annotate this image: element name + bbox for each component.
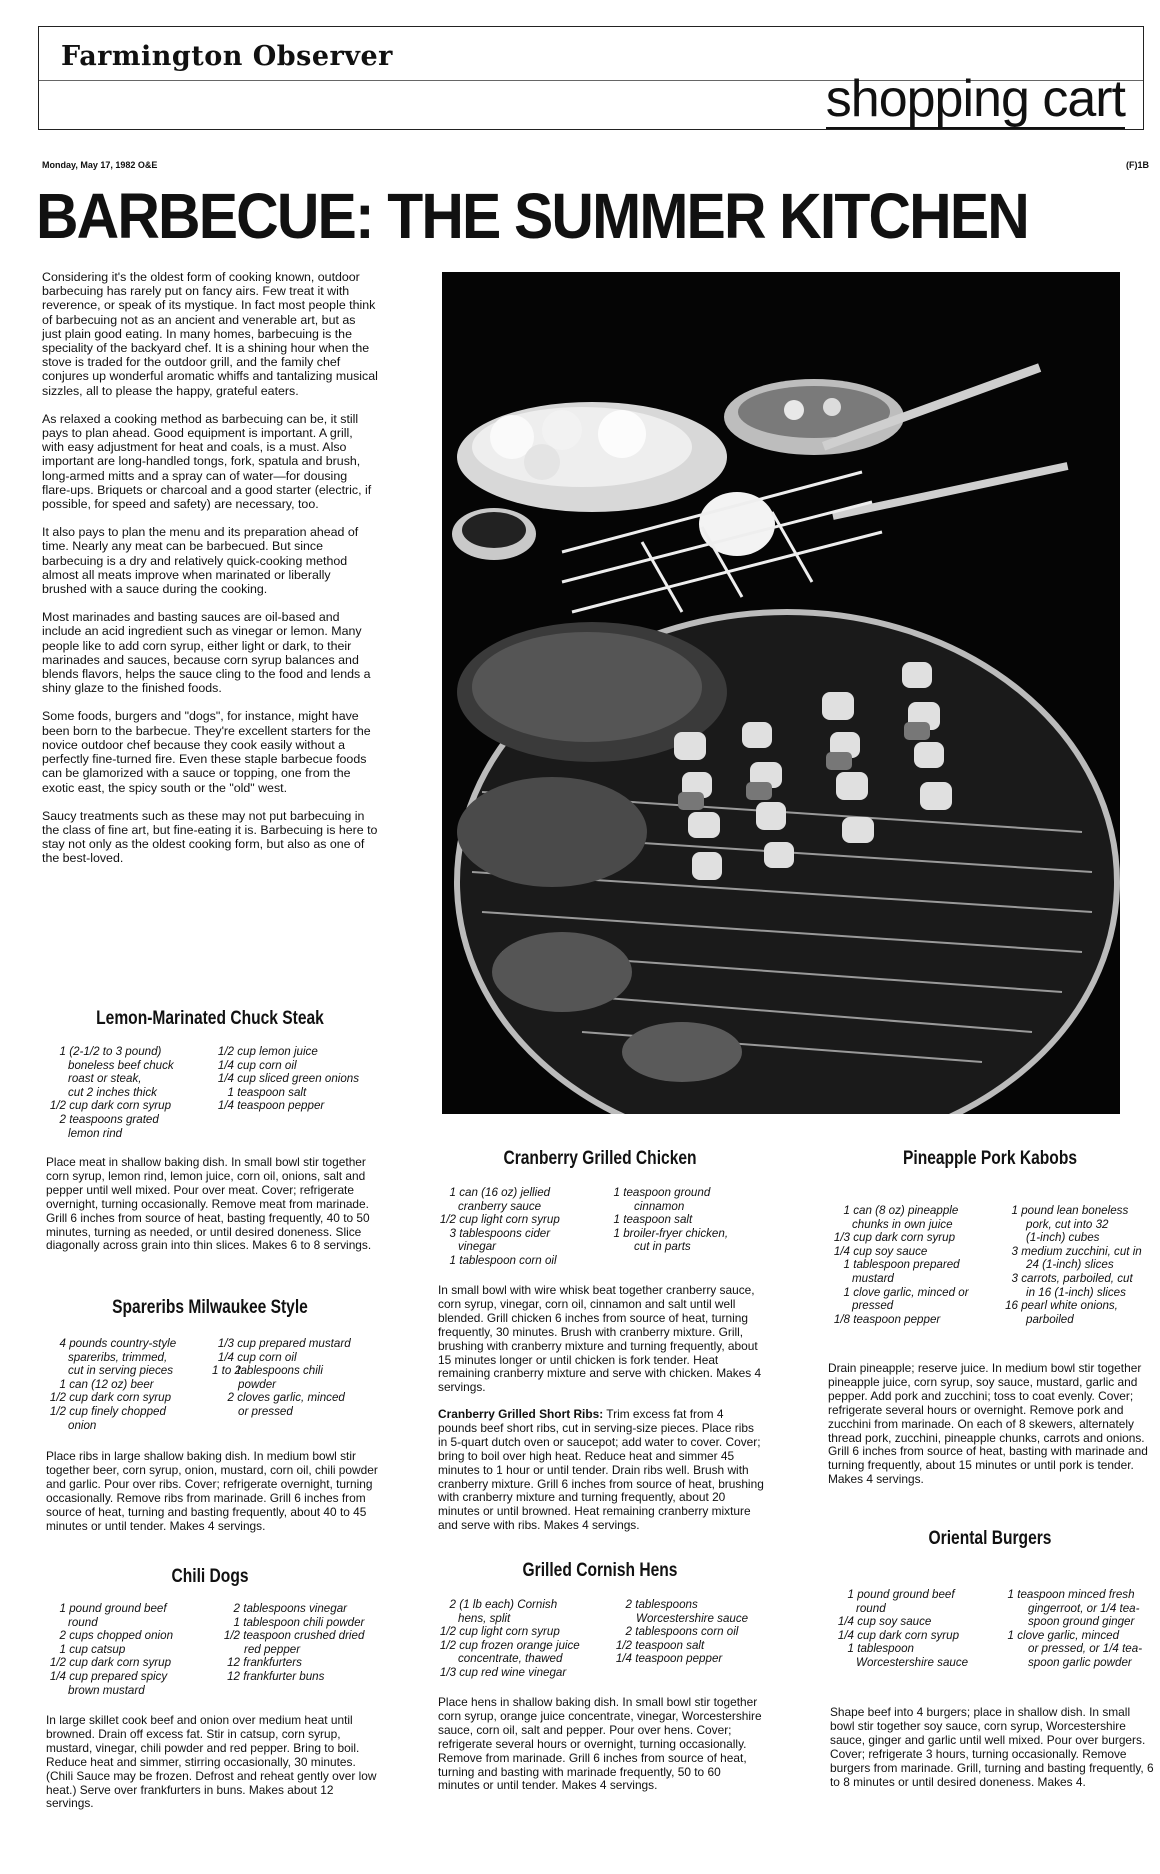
ingredient-line: 1 broiler-fryer chicken, — [613, 1226, 729, 1240]
ingredient-line: powder — [238, 1377, 277, 1391]
ingredient-line: 1 to 2 tablespoons chili — [212, 1364, 323, 1378]
ingredients-burgers-right — [1002, 1588, 1156, 1670]
directions-chuck-steak: Place meat in shallow baking dish. In small bowl stir together corn syrup, lemon rind, lemon juice, corn oil, onions, salt and pepper until well mixed. Pour over meat. Cover; refrigerate overnight, turning occasionally. Remove meat from marinade. Grill 6 inches from source of heat, basting frequently, 40 to 50 minutes, turning as needed, or until desired doneness. Slice diagonally across grain into thin slices. Makes 6 to 8 servings. — [46, 1155, 372, 1253]
intro-paragraph: It also pays to plan the menu and its preparation ahead of time. Nearly any meat can be barbecued. But since barbecuing is a dry and relatively quick-cooking method almost all meats improve when marinated or liberally brushed with a sauce during the cooking. — [42, 525, 359, 597]
variation-title: Cranberry Grilled Short Ribs: — [438, 1407, 604, 1421]
ingredient-line: 1/2 cup finely chopped — [49, 1404, 166, 1418]
ingredients-chili-right — [218, 1602, 390, 1684]
ingredient-line: 1 can (12 oz) beer — [59, 1377, 154, 1391]
ingredient-line: 1 clove garlic, minced — [1007, 1628, 1120, 1642]
ingredient-line: 1/4 cup sliced green onions — [217, 1072, 360, 1086]
ingredients-spareribs-right — [212, 1337, 384, 1419]
recipe-title-spareribs: Spareribs Milwaukee Style — [112, 1297, 308, 1318]
ingredient-line: 1/3 cup prepared mustard — [217, 1337, 351, 1350]
ingredient-line: or pressed — [238, 1404, 293, 1418]
ingredient-line: mustard — [852, 1271, 894, 1285]
ingredient-line: 1/8 teaspoon pepper — [833, 1312, 941, 1326]
ingredients-hens-right — [610, 1598, 770, 1666]
ingredient-line: in 16 (1-inch) slices — [1026, 1285, 1126, 1299]
ingredient-line: spareribs, trimmed, — [68, 1350, 168, 1364]
ingredient-line: spoon ground ginger — [1028, 1615, 1135, 1629]
ingredient-line: cranberry sauce — [458, 1199, 542, 1213]
intro-paragraph: Some foods, burgers and "dogs", for instance, might have been born to the barbecue. They're excellent starters for the novice outdoor chef because they cook easily without a perfectly fine-turned fire. Even these staple barbecue foods can be glamorized with a sauce or topping, one from the exotic east, the spicy south or the "old" west. — [42, 709, 371, 795]
ingredient-line: 1 teaspoon salt — [613, 1213, 693, 1227]
ingredient-line: onion — [68, 1418, 97, 1432]
ingredient-line: 24 (1-inch) slices — [1026, 1258, 1114, 1272]
dateline: Monday, May 17, 1982 O&E — [42, 160, 158, 170]
ingredient-line: 1 can (8 oz) pineapple — [843, 1204, 959, 1217]
ingredient-line: 1/4 teaspoon pepper — [615, 1652, 723, 1666]
ingredient-line: 1/2 cup dark corn syrup — [49, 1656, 172, 1670]
directions-chili-dogs: In large skillet cook beef and onion over medium heat until browned. Drain off excess fat. Stir in catsup, corn syrup, mustard, vinegar, chili powder and red pepper. Bring to boil. Reduce heat and simmer, stirring occasionally, 30 minutes. (Chili Sauce may be frozen. Defrost and reheat gently over low heat.) Serve over frankfurters in buns. Makes about 12 servings. — [46, 1713, 377, 1811]
section-title: shopping cart — [825, 70, 1125, 128]
ingredient-line: 1 clove garlic, minced or — [843, 1285, 969, 1299]
newspaper-name: Farmington Observer — [61, 41, 393, 72]
ingredient-line: 4 pounds country-style — [59, 1337, 177, 1350]
ingredients-chicken-right — [608, 1186, 768, 1254]
directions-cranberry-chicken: In small bowl with wire whisk beat together cranberry sauce, corn syrup, vinegar, corn oil, cinnamon and salt until well blended. Grill chicken 6 inches from source of heat, turning frequently, 30 minutes. Brush with cranberry mixture. Grill, brushing with cranberry mixture and turning frequently, about 15 minutes longer or until chicken is fork tender. Heat remaining cranberry mixture and serve with chicken. Makes 4 servings. — [438, 1283, 762, 1395]
recipe-title-pork-kabobs: Pineapple Pork Kabobs — [902, 1148, 1078, 1169]
ingredient-line: or pressed, or 1/4 tea- — [1028, 1642, 1143, 1656]
ingredient-line: 1/2 cup light corn syrup — [439, 1213, 560, 1227]
ingredient-line: 16 pearl white onions, — [1005, 1299, 1118, 1313]
ingredient-line: chunks in own juice — [852, 1217, 953, 1231]
ingredient-line: cut in parts — [634, 1240, 691, 1254]
ingredient-line: 1/2 cup lemon juice — [217, 1045, 318, 1058]
ingredient-line: 1/3 cup dark corn syrup — [833, 1231, 956, 1245]
ingredient-line: 1/4 cup soy sauce — [833, 1244, 928, 1258]
directions-cornish-hens: Place hens in shallow baking dish. In small bowl stir together corn syrup, orange juice concentrate, vinegar, Worcestershire sauce, corn oil, salt and pepper. Pour over hens. Cover; refrigerate several hours or overnight, turning occasionally. Remove from marinade. Grill 6 inches from source of heat, turning and basting with marinade frequently, 50 to 60 minutes or until tender. Makes 4 servings. — [438, 1695, 762, 1793]
ingredient-line: 1 (2-1/2 to 3 pound) — [59, 1045, 162, 1058]
ingredient-line: boneless beef chuck — [68, 1058, 174, 1072]
ingredient-line: parboiled — [1026, 1312, 1074, 1326]
ingredient-line: 1/4 cup soy sauce — [837, 1615, 932, 1629]
ingredient-line: 3 medium zucchini, cut in — [1011, 1244, 1142, 1258]
ingredient-line: 1 can (16 oz) jellied — [449, 1186, 551, 1199]
masthead — [38, 26, 1144, 130]
ingredient-line: Worcestershire sauce — [856, 1655, 969, 1669]
ingredient-line: (1-inch) cubes — [1026, 1231, 1100, 1245]
intro-paragraph: As relaxed a cooking method as barbecuing can be, it still pays to plan ahead. Good equipment is important. A grill, with easy adjustment for heat and coals, is a must. Also important are long-handled tongs, fork, spatula and brush, long-armed mitts and a spray can of water—for dousing flare-ups. Briquets or charcoal and a good starter (electric, if possible, for speed and safety) are necessary, too. — [42, 411, 372, 512]
ingredient-line: 2 tablespoons vinegar — [233, 1602, 348, 1615]
ingredient-line: 1/4 cup dark corn syrup — [837, 1628, 960, 1642]
ingredient-line: 12 frankfurter buns — [227, 1669, 325, 1683]
ingredient-line: 1 tablespoon chili powder — [233, 1615, 365, 1629]
directions-pork-kabobs: Drain pineapple; reserve juice. In medium bowl stir together pineapple juice, corn syrup, soy sauce, mustard, garlic and pepper. Add pork and zucchini; toss to coat evenly. Cover; refrigerate several hours or overnight. Remove pork and zucchini from marinade. On each of 8 skewers, alternately thread pork, zucchini, pineapple chunks, carrots and onions. Grill 6 inches from source of heat, basting with marinade and turning frequently, about 15 minutes or until pork is tender. Makes 4 servings. — [828, 1361, 1148, 1487]
ingredient-line: 1/2 cup dark corn syrup — [49, 1099, 172, 1113]
ingredient-line: 1/4 teaspoon pepper — [217, 1099, 325, 1113]
ingredient-line: 2 (1 lb each) Cornish — [449, 1598, 558, 1611]
ingredient-line: 1 pound ground beef — [847, 1588, 955, 1601]
ingredient-line: 3 tablespoons cider — [449, 1226, 551, 1240]
ingredient-line: 2 teaspoons grated — [59, 1112, 159, 1126]
ingredient-line: roast or steak, — [68, 1072, 142, 1086]
ingredient-line: 1/2 teaspoon crushed dried — [223, 1629, 365, 1643]
ingredient-line: red pepper — [244, 1642, 301, 1656]
directions-oriental-burgers: Shape beef into 4 burgers; place in shallow dish. In small bowl stir together soy sauce, corn syrup, Worcestershire sauce, ginger and garlic until well mixed. Pour over burgers. Cover; refrigerate 3 hours, turning occasionally. Remove burgers from marinade. Grill, turning and basting frequently, 6 to 8 minutes or until desired doneness. Makes 4. — [830, 1705, 1154, 1789]
ingredients-chicken-left — [432, 1186, 610, 1268]
ingredient-line: 2 tablespoons corn oil — [625, 1625, 739, 1639]
ingredient-line: lemon rind — [68, 1126, 123, 1140]
intro-article — [42, 270, 378, 880]
ingredient-line: 2 cloves garlic, minced — [227, 1391, 345, 1405]
ingredients-kabobs-right — [1000, 1204, 1156, 1326]
ingredients-burgers-left — [830, 1588, 1006, 1670]
ingredient-line: 1/2 cup frozen orange juice — [439, 1638, 580, 1652]
ingredient-line: pressed — [852, 1299, 894, 1313]
recipe-title-oriental-burgers: Oriental Burgers — [928, 1528, 1052, 1549]
ingredient-line: 1/3 cup red wine vinegar — [439, 1665, 567, 1679]
headline: BARBECUE: THE SUMMER KITCHEN — [36, 180, 1028, 252]
ingredient-line: 12 frankfurters — [227, 1656, 302, 1670]
ingredient-line: 1 teaspoon minced fresh — [1007, 1588, 1135, 1601]
ingredient-line: 3 carrots, parboiled, cut — [1011, 1271, 1133, 1285]
grill-illustration — [442, 272, 1120, 1114]
ingredient-line: round — [856, 1601, 886, 1615]
intro-paragraph: Considering it's the oldest form of cooking known, outdoor barbecuing has rarely put on fancy airs. Few treat it with reverence, or speak of its mystique. In fact most people think of barbecuing not as an ancient and venerable art, but as just plain good eating. In many homes, barbecuing is the speciality of the backyard chef. It is a shining hour when the stove is traded for the outdoor grill, and the family chef conjures up wonderful aromatic whiffs and tantalizing musical sizzles, all to please the happy, grateful eaters. — [42, 270, 378, 398]
ingredients-chuck-right — [212, 1045, 382, 1113]
recipe-title-cornish-hens: Grilled Cornish Hens — [522, 1560, 678, 1581]
ingredient-line: spoon garlic powder — [1028, 1655, 1132, 1669]
ingredient-line: 2 cups chopped onion — [59, 1629, 174, 1643]
ingredients-spareribs-left — [42, 1337, 212, 1432]
ingredient-line: 1 pound ground beef — [59, 1602, 167, 1615]
page-number: (F)1B — [1126, 160, 1149, 170]
ingredient-line: 1/4 cup corn oil — [217, 1350, 297, 1364]
recipe-title-cranberry-chicken: Cranberry Grilled Chicken — [503, 1148, 697, 1169]
ingredient-line: pork, cut into 32 — [1026, 1217, 1109, 1231]
variation-short-ribs — [438, 1408, 764, 1533]
ingredient-line: 1/2 teaspoon salt — [615, 1638, 705, 1652]
ingredient-line: 2 tablespoons — [625, 1598, 698, 1611]
directions-spareribs: Place ribs in large shallow baking dish. In medium bowl stir together beer, corn syrup, onion, mustard, corn oil, chili powder and garlic. Pour over ribs. Cover; refrigerate overnight, turning occasionally. Remove ribs from marinade. Grill 6 inches from source of heat, turning and basting frequently, about 40 to 45 minutes or until tender. Makes 4 servings. — [46, 1449, 378, 1533]
ingredient-line: 1 tablespoon prepared — [843, 1258, 960, 1272]
recipe-title-chili-dogs: Chili Dogs — [171, 1566, 249, 1587]
ingredient-line: 1/2 cup dark corn syrup — [49, 1391, 172, 1405]
ingredient-line: cut in serving pieces — [68, 1364, 174, 1378]
ingredient-line: 1 cup catsup — [59, 1642, 126, 1656]
ingredient-line: 1 teaspoon ground — [613, 1186, 711, 1199]
ingredients-kabobs-left — [826, 1204, 1006, 1326]
ingredient-line: cinnamon — [634, 1199, 685, 1213]
ingredients-hens-left — [432, 1598, 610, 1680]
ingredient-line: 1 teaspoon salt — [227, 1085, 307, 1099]
ingredient-line: 1/2 cup light corn syrup — [439, 1625, 560, 1639]
ingredients-chuck-left — [42, 1045, 212, 1140]
barbecue-photo — [442, 272, 1120, 1114]
ingredient-line: hens, split — [458, 1611, 511, 1625]
ingredient-line: gingerroot, or 1/4 tea- — [1028, 1601, 1140, 1615]
ingredient-line: 1 pound lean boneless — [1011, 1204, 1129, 1217]
intro-paragraph: Saucy treatments such as these may not put barbecuing in the class of fine art, but fine-eating it is. Barbecuing is here to stay not only as the oldest cooking form, but also as one of the best-loved. — [42, 808, 378, 866]
ingredient-line: 1 tablespoon — [847, 1642, 914, 1656]
variation-text: Trim excess fat from 4 pounds beef short ribs, cut in serving-size pieces. Place ribs in 5-quart dutch oven or saucepot; add water to cover. Cover; bring to boil over high heat. Reduce heat and simmer 45 minutes to 1 hour or until tender. Drain ribs well. Brush with cranberry mixture. Grill 6 inches from source of heat, brushing with cranberry mixture and turning frequently, about 20 minutes or until browned. Heat remaining cranberry mixture and serve with ribs. Makes 4 servings. — [438, 1407, 764, 1533]
ingredient-line: round — [68, 1615, 98, 1629]
intro-paragraph: Most marinades and basting sauces are oil-based and include an acid ingredient such as vinegar or lemon. Many people like to add corn syrup, either light or dark, to their marinades and sauces, because corn syrup balances and blends flavors, helps the sauce cling to the food and lends a shiny glaze to the finished foods. — [42, 610, 371, 696]
ingredient-line: concentrate, thawed — [458, 1652, 563, 1666]
ingredient-line: brown mustard — [68, 1683, 145, 1697]
ingredient-line: 1 tablespoon corn oil — [449, 1253, 557, 1267]
ingredient-line: cut 2 inches thick — [68, 1085, 157, 1099]
ingredient-line: 1/4 cup corn oil — [217, 1058, 297, 1072]
ingredient-line: Worcestershire sauce — [636, 1611, 749, 1625]
ingredients-chili-left — [42, 1602, 218, 1697]
ingredient-line: 1/4 cup prepared spicy — [49, 1669, 168, 1683]
ingredient-line: vinegar — [458, 1240, 497, 1254]
recipe-title-chuck-steak: Lemon-Marinated Chuck Steak — [96, 1008, 324, 1029]
